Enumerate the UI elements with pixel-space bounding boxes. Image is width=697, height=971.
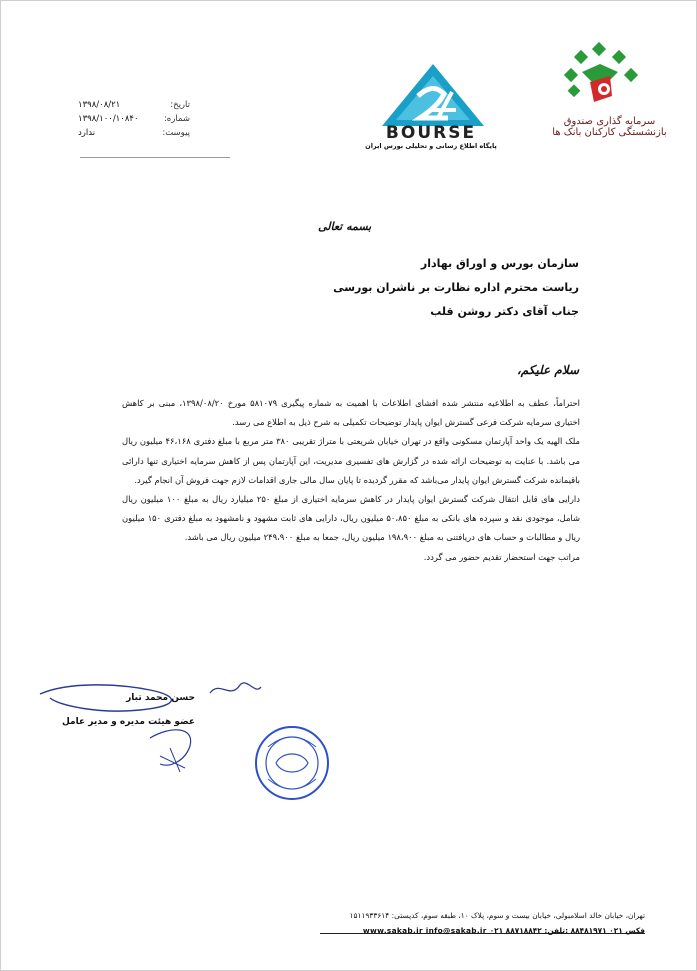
letter-body [122, 394, 580, 567]
letter-meta [78, 98, 190, 140]
signatory-name: حسن محمد تبار [126, 693, 195, 703]
meta-label: پیوست: [162, 128, 190, 138]
body-paragraph: مراتب جهت استحضار تقدیم حضور می گردد. [423, 551, 580, 562]
company-stamp [252, 723, 332, 803]
sakab-brand-text: سرمایه گذاری صندوق بازنشستگی کارکنان بانک ها [552, 116, 667, 138]
meta-value: ۱۳۹۸/۱۰۰/۱۰۸۴۰ [78, 114, 139, 124]
recipient-block [159, 252, 579, 324]
body-paragraph: ملک الهیه یک واحد آپارتمان مسکونی واقع در تهران خیابان شریعتی با متراژ تقریبی ۳۸۰ متر مربع با مبلغ دفتری ۴۶،۱۶۸ میلیون ریال می باشد. با عنایت به توضیحات ارائه شده در گزارش های تفسیری مدیریت، این آپارتمان پس از کاهش سرمایه اختیاری تنها دارائی باقیمانده شرکت گسترش ایوان پایدار می‌باشد که مقرر گردیده تا پایان سال مالی جاری اقدامات لازم جهت فروش آن انجام گیرد. [122, 436, 580, 485]
footer-contact: www.sakab.ir info@sakab.ir ۰۲۱ ۸۸۷۱۸۸۴۲ :فکس ۰۲۱ ۸۸۴۸۱۹۷۱ :تلفن [362, 926, 645, 935]
recipient-line: ریاست محترم اداره نظارت بر ناشران بورسی [333, 281, 579, 294]
meta-divider [80, 157, 230, 158]
footer-address: تهران، خیابان خالد اسلامبولی، خیابان بیست و سوم، پلاک ۱۰، طبقه سوم، کدپستی: ۱۵۱۱۹۳۳۶۱۴ [349, 911, 645, 920]
body-paragraph: دارایی های قابل انتقال شرکت گسترش ایوان پایدار در کاهش سرمایه اختیاری از مبلغ ۲۵۰ میلیارد ریال به مبلغ ۱۰۰ میلیون ریال شامل، موجودی نقد و سپرده های بانکی به مبلغ ۵۰،۸۵۰ میلیون ریال، دارایی های ثابت مشهود و نامشهود به مبلغ دفتری ۱۵۰ میلیون ریال و مطالبات و حساب های دریافتنی به مبلغ ۱۹۸،۹۰۰ میلیون ریال، جمعا به مبلغ ۲۴۹،۹۰۰ میلیون ریال می باشد. [122, 494, 580, 543]
bourse-logo [378, 62, 488, 132]
footer [322, 910, 645, 936]
meta-attachment [78, 126, 190, 140]
greeting: سلام علیکم، [516, 363, 579, 377]
recipient-line: جناب آقای دکتر روشن قلب [430, 305, 579, 318]
signatory-block [40, 686, 195, 734]
meta-number [78, 112, 190, 126]
bourse-wordmark: BOURSE [385, 123, 477, 143]
meta-label: شماره: [163, 114, 190, 124]
meta-value: ۱۳۹۸/۰۸/۲۱ [78, 100, 121, 110]
signatory-title: عضو هیئت مدیره و مدیر عامل [62, 717, 195, 727]
recipient-line: سازمان بورس و اوراق بهادار [420, 257, 579, 270]
bismillah: بسمه تعالی [318, 220, 372, 233]
body-paragraph: احتراماً، عطف به اطلاعیه منتشر شده افشای اطلاعات با اهمیت به شماره پیگیری ۵۸۱۰۷۹ مورخ ۱۳۹۸/۰۸/۲۰، مبنی بر کاهش اختیاری سرمایه شرکت فرعی گسترش ایوان پایدار توضیحات تکمیلی به شرح ذیل به اطلاع می رسد. [122, 398, 581, 428]
meta-date [78, 98, 190, 112]
bourse-subtitle: پایگاه اطلاع رسانی و تحلیلی بورس ایران [365, 142, 497, 150]
signature-initials [205, 675, 265, 705]
meta-label: تاریخ: [170, 100, 190, 110]
meta-value: ندارد [78, 128, 96, 138]
